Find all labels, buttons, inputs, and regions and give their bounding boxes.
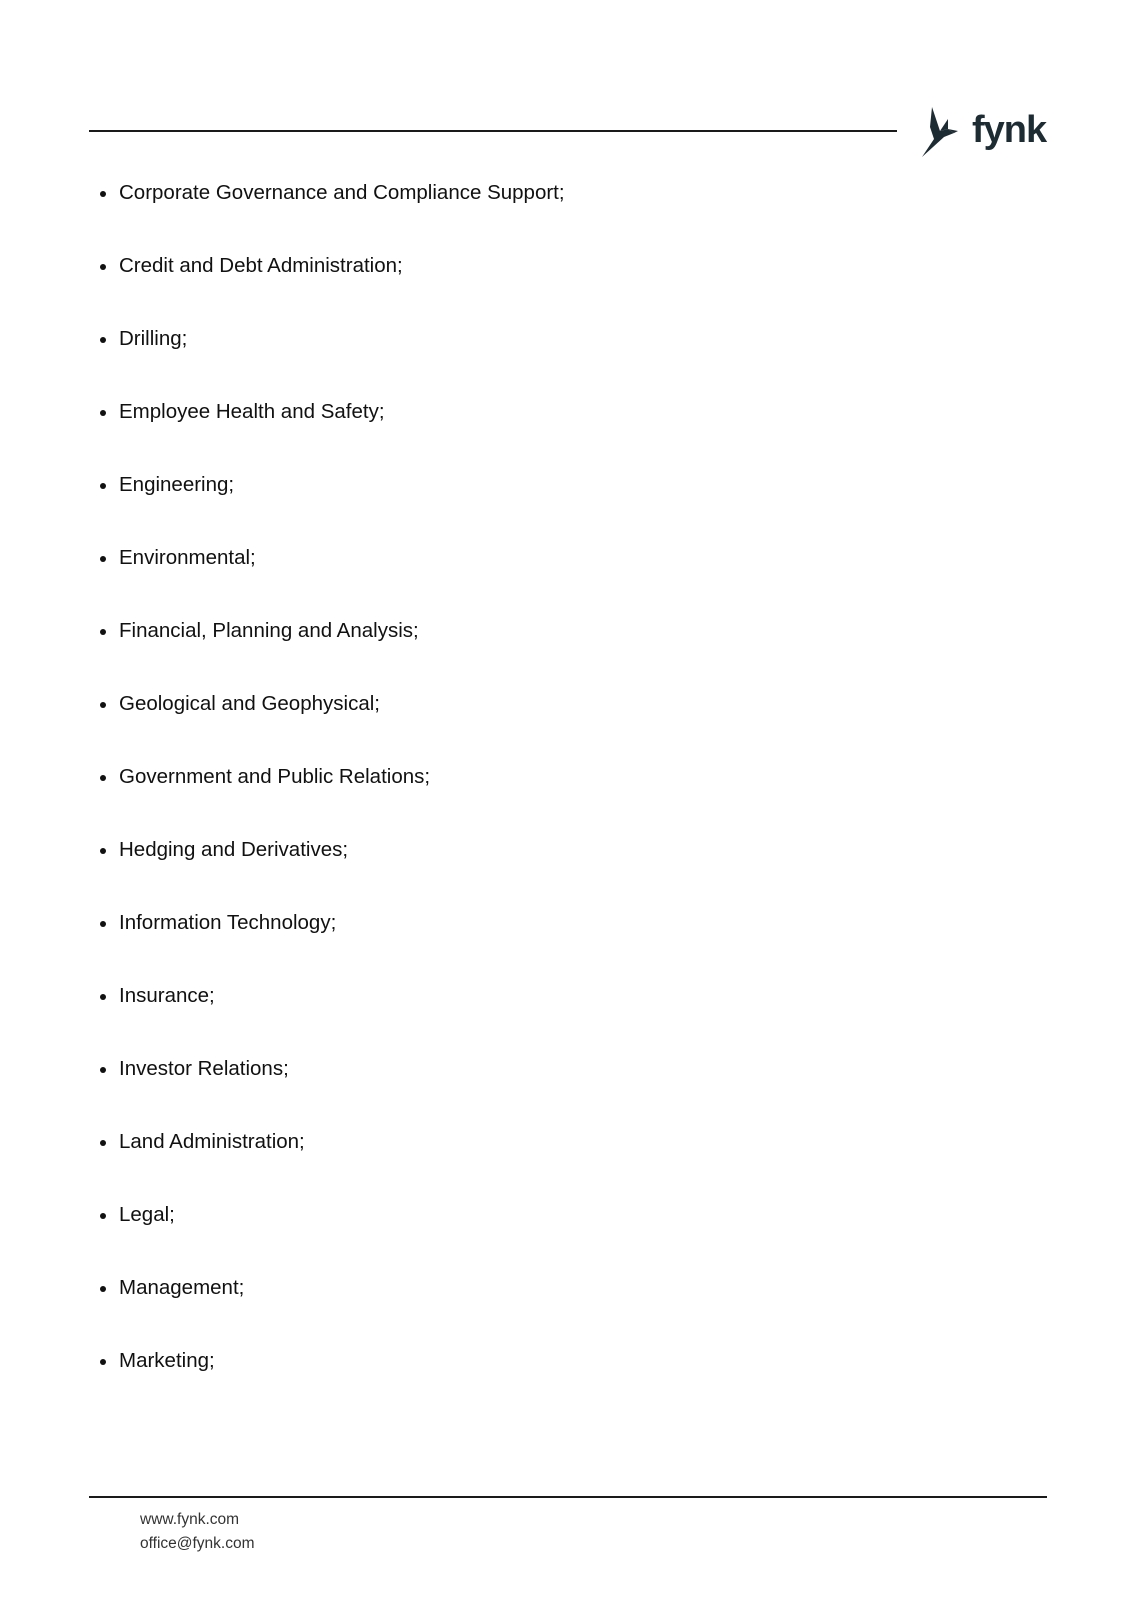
list-item-text: Insurance;	[119, 984, 215, 1007]
footer-website: www.fynk.com	[140, 1511, 240, 1528]
list-item-text: Legal;	[119, 1203, 175, 1226]
bullet-icon	[100, 1213, 106, 1219]
list-item-text: Engineering;	[119, 473, 235, 496]
bullet-icon	[100, 483, 106, 489]
bullet-icon	[100, 702, 106, 708]
bullet-icon	[100, 629, 106, 635]
bullet-icon	[100, 921, 106, 927]
bullet-icon	[100, 264, 106, 270]
list-item	[100, 689, 565, 762]
bullet-icon	[100, 848, 106, 854]
list-item-text: Geological and Geophysical;	[119, 692, 380, 715]
list-item-text: Financial, Planning and Analysis;	[119, 619, 419, 642]
company-logo	[918, 104, 1048, 160]
list-item	[100, 981, 565, 1054]
bullet-icon	[100, 1067, 106, 1073]
bird-logo-icon	[918, 105, 966, 159]
list-item	[100, 324, 565, 397]
list-item-text: Drilling;	[119, 327, 188, 350]
bullet-icon	[100, 556, 106, 562]
bullet-icon	[100, 191, 106, 197]
bullet-icon	[100, 775, 106, 781]
list-item-text: Information Technology;	[119, 911, 337, 934]
header-divider	[89, 130, 897, 132]
logo-wordmark: fynk	[972, 109, 1047, 151]
list-item-text: Land Administration;	[119, 1130, 305, 1153]
bullet-icon	[100, 1359, 106, 1365]
list-item-text: Credit and Debt Administration;	[119, 254, 403, 277]
footer-divider	[89, 1496, 1047, 1498]
footer-email: office@fynk.com	[140, 1535, 255, 1552]
list-item-text: Environmental;	[119, 546, 256, 569]
list-item	[100, 908, 565, 981]
services-list	[100, 178, 565, 1419]
list-item-text: Hedging and Derivatives;	[119, 838, 349, 861]
list-item	[100, 1346, 565, 1419]
footer-contact	[140, 1508, 255, 1556]
list-item-text: Employee Health and Safety;	[119, 400, 385, 423]
list-item	[100, 762, 565, 835]
list-item	[100, 835, 565, 908]
list-item	[100, 1273, 565, 1346]
list-item-text: Management;	[119, 1276, 245, 1299]
list-item	[100, 1200, 565, 1273]
list-item	[100, 1054, 565, 1127]
list-item-text: Marketing;	[119, 1349, 215, 1372]
bullet-icon	[100, 410, 106, 416]
list-item	[100, 397, 565, 470]
list-item	[100, 178, 565, 251]
list-item	[100, 470, 565, 543]
bullet-icon	[100, 1140, 106, 1146]
list-item-text: Corporate Governance and Compliance Support;	[119, 181, 565, 204]
bullet-icon	[100, 337, 106, 343]
list-item	[100, 1127, 565, 1200]
list-item	[100, 616, 565, 689]
bullet-icon	[100, 1286, 106, 1292]
list-item-text: Government and Public Relations;	[119, 765, 431, 788]
list-item	[100, 251, 565, 324]
list-item	[100, 543, 565, 616]
bullet-icon	[100, 994, 106, 1000]
list-item-text: Investor Relations;	[119, 1057, 289, 1080]
